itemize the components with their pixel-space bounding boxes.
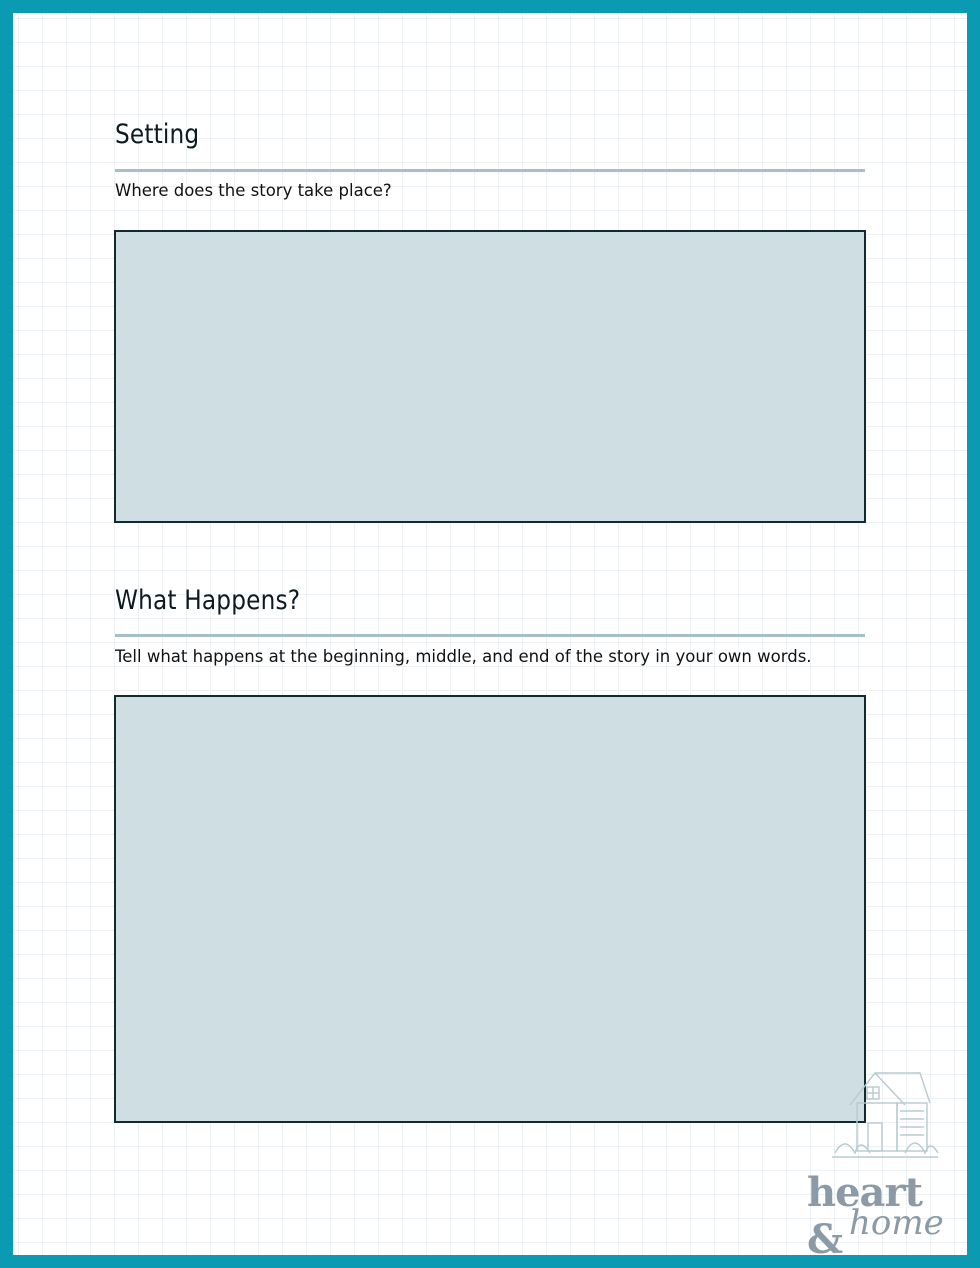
what-happens-divider	[115, 634, 865, 637]
setting-title: Setting	[115, 119, 200, 150]
house-illustration-icon	[830, 1065, 940, 1165]
what-happens-prompt: Tell what happens at the beginning, middle, and end of the story in your own words.	[115, 647, 812, 666]
worksheet-page	[13, 13, 967, 1263]
setting-prompt: Where does the story take place?	[115, 181, 392, 200]
setting-answer-box[interactable]	[114, 230, 866, 523]
logo-text-home: home	[849, 1203, 944, 1243]
setting-divider	[115, 169, 865, 172]
heart-and-home-logo	[803, 1065, 963, 1263]
what-happens-answer-box[interactable]	[114, 695, 866, 1123]
logo-text-heart: heart &	[807, 1169, 922, 1263]
what-happens-title: What Happens?	[115, 585, 301, 616]
